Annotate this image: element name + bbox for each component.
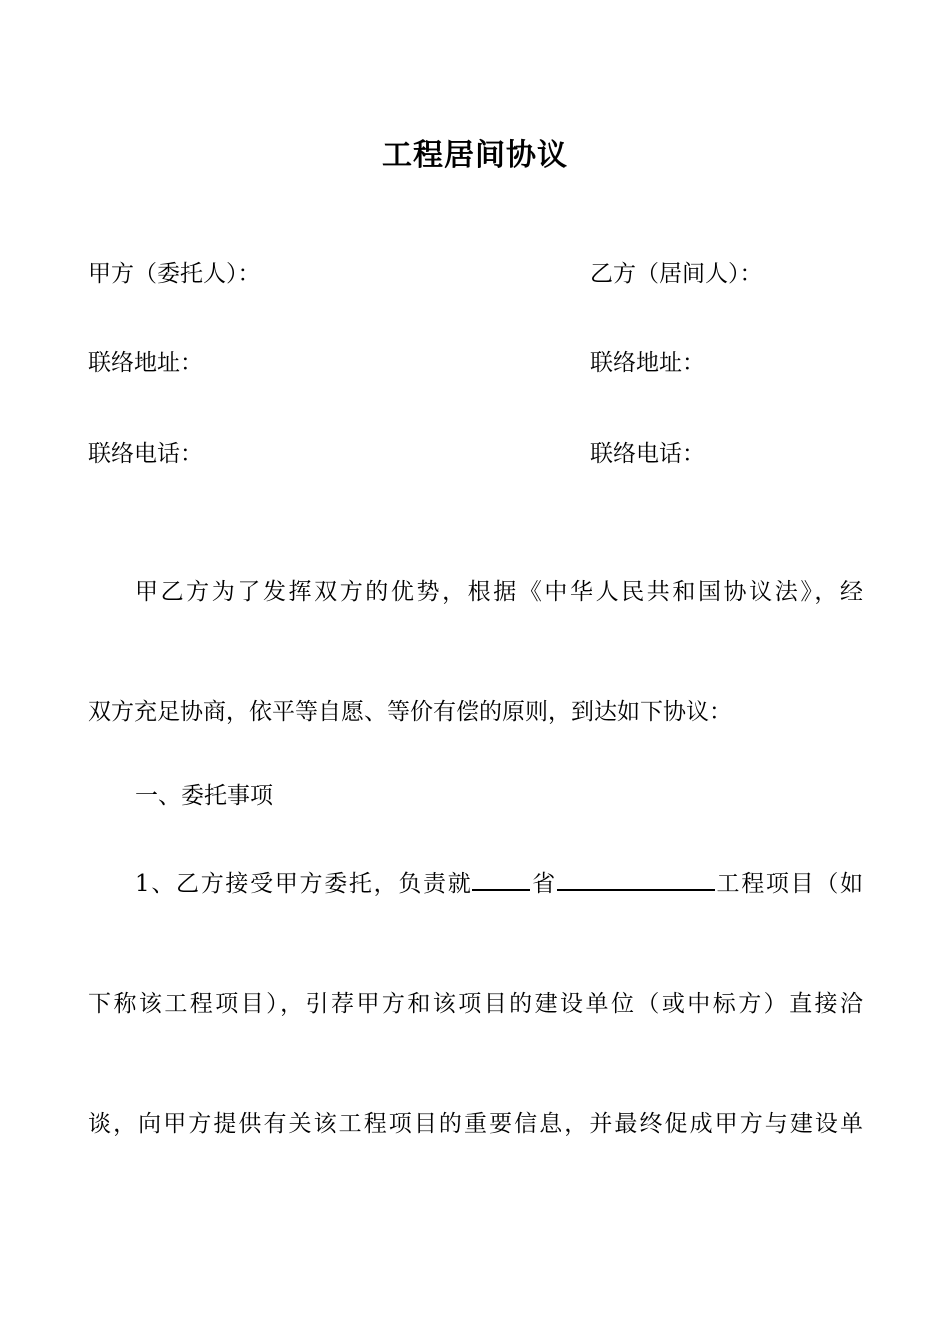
party-b-address-label: 联络地址： [590,350,705,376]
clause-1-prefix: 1、乙方接受甲方委托，负责就 [135,871,473,897]
province-blank [472,867,530,891]
clause-1-line-2: 下称该工程项目），引荐甲方和该项目的建设单位（或中标方）直接洽 [88,991,863,1017]
intro-paragraph-line-2: 双方充足协商，依平等自愿、等价有偿的原则，到达如下协议： [88,699,732,725]
party-a-name-label: 甲方（委托人）： [88,261,261,287]
party-a-phone-label: 联络电话： [88,441,203,467]
party-b-phone-label: 联络电话： [590,441,705,467]
document-title: 工程居间协议 [382,138,568,173]
party-a-address-label: 联络地址： [88,350,203,376]
section-1-heading: 一、委托事项 [135,783,273,809]
clause-1-suffix: 工程项目（如 [714,871,864,897]
party-b-name-label: 乙方（居间人）： [590,261,763,287]
clause-1-province: 省 [530,871,557,897]
clause-1-line-3: 谈，向甲方提供有关该工程项目的重要信息，并最终促成甲方与建设单 [88,1111,863,1137]
clause-1-line-1 [135,865,863,898]
project-blank [557,867,715,891]
intro-paragraph-line-1: 甲乙方为了发挥双方的优势，根据《中华人民共和国协议法》，经 [135,579,863,605]
